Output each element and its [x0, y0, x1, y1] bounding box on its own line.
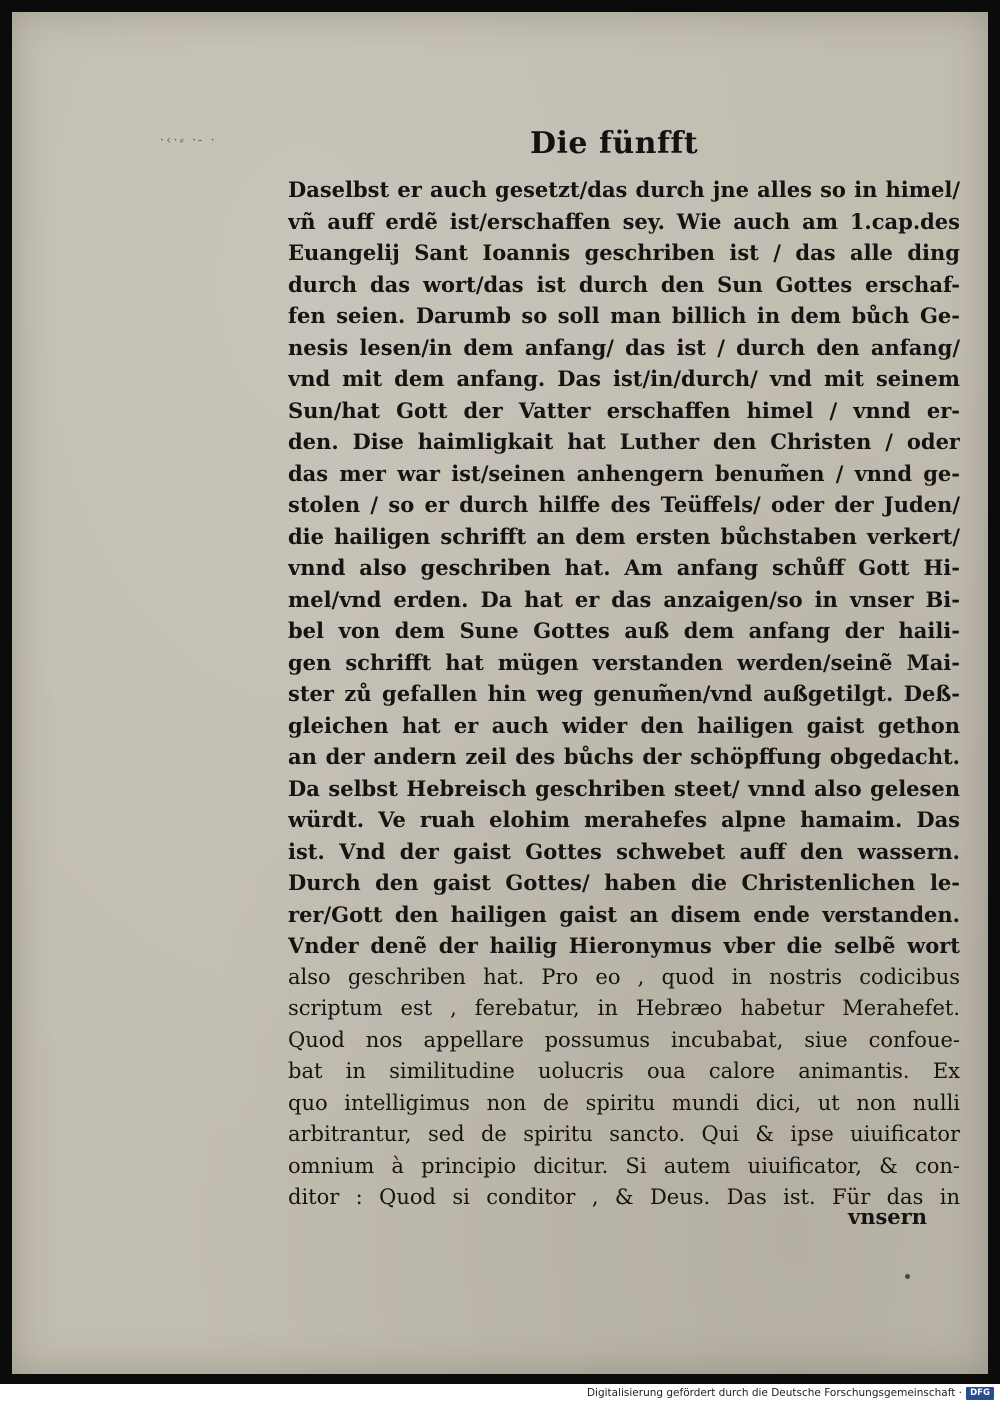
running-head: Die fünfft	[530, 126, 699, 161]
dfg-logo: DFG	[966, 1387, 994, 1400]
text-line: fen seien. Darumb so soll man billich in dem bůch Ge-	[288, 303, 960, 328]
text-line: ditor : Quod si conditor , & Deus. Das ist. Für das in	[288, 1185, 960, 1209]
text-line: Durch den gaist Gottes/ haben die Christenlichen le-	[288, 870, 960, 895]
text-line: omnium à principio dicitur. Si autem uiuificator, & con-	[288, 1153, 960, 1178]
text-line: vnnd also geschriben hat. Am anfang schůff Gott Hi-	[288, 555, 960, 580]
text-line: an der andern zeil des bůchs der schöpffung obgedacht.	[288, 744, 960, 769]
text-line: den. Dise haimligkait hat Luther den Christen / oder	[288, 429, 960, 454]
text-line: Vnder denẽ der hailig Hieronymus vber die selbẽ wort	[288, 933, 960, 958]
text-line: die hailigen schrifft an dem ersten bůchstaben verkert/	[288, 523, 960, 549]
text-line: mel/vnd erden. Da hat er das anzaigen/so in vnser Bi-	[288, 586, 960, 612]
text-line: Daselbst er auch gesetzt/das durch jne alles so in himel/	[288, 177, 960, 202]
catchword: vnsern	[848, 1204, 927, 1229]
text-line: Quod nos appellare possumus incubabat, siue confoue-	[288, 1027, 960, 1052]
text-line: also geschriben hat. Pro eo , quod in nostris codicibus	[288, 964, 960, 989]
text-line: würdt. Ve ruah elohim merahefes alpne hamaim. Das	[288, 807, 960, 832]
body-text	[288, 174, 960, 1214]
funding-credit: Digitalisierung gefördert durch die Deutsche Forschungsgemeinschaft ·	[586, 1387, 962, 1399]
text-line: vñ auff erdẽ ist/erschaffen sey. Wie auch am 1.cap.des	[288, 208, 960, 234]
text-line: Euangelij Sant Ioannis geschriben ist / das alle ding	[288, 240, 960, 265]
text-line: quo intelligimus non de spiritu mundi dici, ut non nulli	[288, 1090, 960, 1115]
text-line: Sun/hat Gott der Vatter erschaffen himel / vnnd er-	[288, 397, 960, 423]
text-line: bat in similitudine uolucris oua calore animantis. Ex	[288, 1059, 960, 1083]
text-line: gen schrifft hat mügen verstanden werden/seinẽ Mai-	[288, 649, 960, 675]
text-line: ster zů gefallen hin weg genum̃en/vnd außgetilgt. Deß-	[288, 681, 960, 706]
text-line: scriptum est , ferebatur, in Hebræo habetur Merahefet.	[288, 996, 960, 1020]
text-line: stolen / so er durch hilffe des Teüffels/ oder der Juden/	[288, 492, 960, 517]
book-page	[12, 12, 988, 1374]
text-line: bel von dem Sune Gottes auß dem anfang der haili-	[288, 618, 960, 643]
text-line: vnd mit dem anfang. Das ist/in/durch/ vnd mit seinem	[288, 366, 960, 391]
text-line: rer/Gott den hailigen gaist an disem ende verstanden.	[288, 901, 960, 927]
footer-bar	[0, 1384, 1000, 1404]
margin-mark: ·‹·⸗ ·- ·	[160, 133, 217, 148]
text-line: ist. Vnd der gaist Gottes schwebet auff den wassern.	[288, 838, 960, 864]
text-line: gleichen hat er auch wider den hailigen gaist gethon	[288, 712, 960, 738]
text-line: das mer war ist/seinen anhengern benum̃en / vnnd ge-	[288, 460, 960, 486]
ink-speck	[905, 1274, 910, 1279]
text-line: arbitrantur, sed de spiritu sancto. Qui & ipse uiuificator	[288, 1122, 960, 1146]
text-line: durch das wort/das ist durch den Sun Gottes erschaf-	[288, 271, 960, 297]
text-line: Da selbst Hebreisch geschriben steet/ vnnd also gelesen	[288, 775, 960, 801]
text-line: nesis lesen/in dem anfang/ das ist / durch den anfang/	[288, 334, 960, 360]
